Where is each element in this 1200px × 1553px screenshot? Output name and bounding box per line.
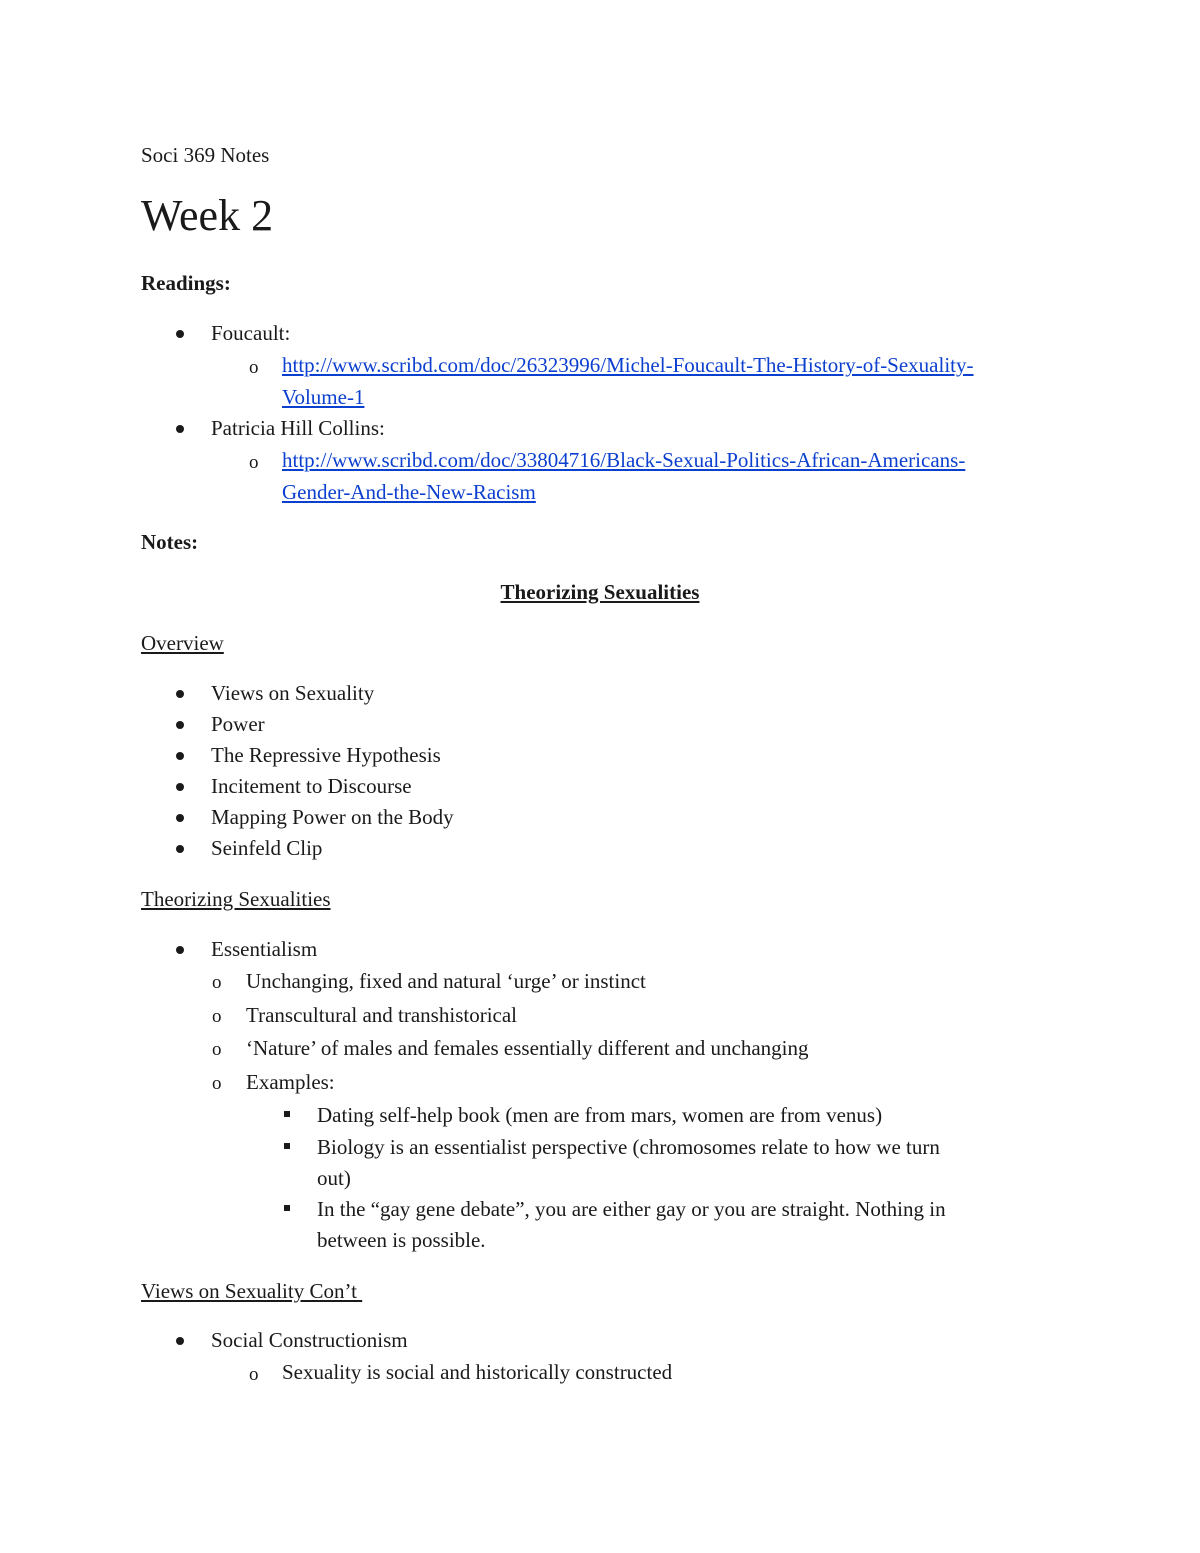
overview-item: Seinfeld Clip — [211, 836, 323, 860]
theorizing-item: Essentialism — [211, 937, 318, 961]
bullet-icon — [176, 425, 184, 433]
reading-link-foucault[interactable]: http://www.scribd.com/doc/26323996/Michel-Foucault-The-History-of-Sexuality- — [282, 353, 974, 377]
example-item: In the “gay gene debate”, you are either gay or you are straight. Nothing in — [317, 1197, 946, 1221]
example-item-cont: out) — [317, 1166, 351, 1190]
square-bullet-icon — [284, 1143, 290, 1149]
overview-item: Incitement to Discourse — [211, 774, 412, 798]
square-bullet-icon — [284, 1111, 290, 1117]
reading-link-collins[interactable]: http://www.scribd.com/doc/33804716/Black-Sexual-Politics-African-Americans- — [282, 448, 966, 472]
bullet-icon — [176, 845, 184, 853]
theorizing-heading: Theorizing Sexualities — [141, 887, 331, 911]
example-item: Dating self-help book (men are from mars, women are from venus) — [317, 1103, 883, 1127]
overview-item: Views on Sexuality — [211, 681, 375, 705]
circle-bullet-icon: o — [249, 452, 259, 473]
bullet-icon — [176, 783, 184, 791]
overview-item: Mapping Power on the Body — [211, 805, 454, 829]
bullet-icon — [176, 1337, 184, 1345]
circle-bullet-icon: o — [249, 1364, 259, 1385]
square-bullet-icon — [284, 1205, 290, 1211]
bullet-icon — [176, 721, 184, 729]
reading-link-collins-cont[interactable]: Gender-And-the-New-Racism — [282, 480, 536, 504]
bullet-icon — [176, 814, 184, 822]
week-title: Week 2 — [141, 191, 274, 240]
bullet-icon — [176, 690, 184, 698]
views-heading: Views on Sexuality Con’t — [141, 1279, 363, 1303]
example-item: Biology is an essentialist perspective (chromosomes relate to how we turn — [317, 1135, 940, 1159]
overview-heading: Overview — [141, 631, 224, 655]
circle-bullet-icon: o — [212, 1073, 222, 1094]
example-item-cont: between is possible. — [317, 1228, 486, 1252]
notes-title: Theorizing Sexualities — [500, 580, 700, 604]
readings-heading: Readings: — [141, 271, 231, 295]
theorizing-subitem: ‘Nature’ of males and females essentially different and unchanging — [246, 1036, 809, 1060]
theorizing-subitem: Transcultural and transhistorical — [246, 1003, 518, 1027]
bullet-icon — [176, 752, 184, 760]
circle-bullet-icon: o — [212, 1039, 222, 1060]
course-label: Soci 369 Notes — [141, 143, 270, 167]
overview-item: Power — [211, 712, 265, 736]
circle-bullet-icon: o — [212, 1006, 222, 1027]
theorizing-subitem: Unchanging, fixed and natural ‘urge’ or instinct — [246, 969, 646, 993]
bullet-icon — [176, 946, 184, 954]
notes-heading: Notes: — [141, 530, 199, 554]
circle-bullet-icon: o — [212, 972, 222, 993]
bullet-icon — [176, 330, 184, 338]
views-subitem: Sexuality is social and historically constructed — [282, 1360, 673, 1384]
views-item: Social Constructionism — [211, 1328, 408, 1352]
circle-bullet-icon: o — [249, 357, 259, 378]
reading-author-collins: Patricia Hill Collins: — [211, 416, 385, 440]
reading-link-foucault-cont[interactable]: Volume-1 — [282, 385, 365, 409]
overview-item: The Repressive Hypothesis — [211, 743, 441, 767]
theorizing-subitem: Examples: — [246, 1070, 335, 1094]
reading-author-foucault: Foucault: — [211, 321, 291, 345]
